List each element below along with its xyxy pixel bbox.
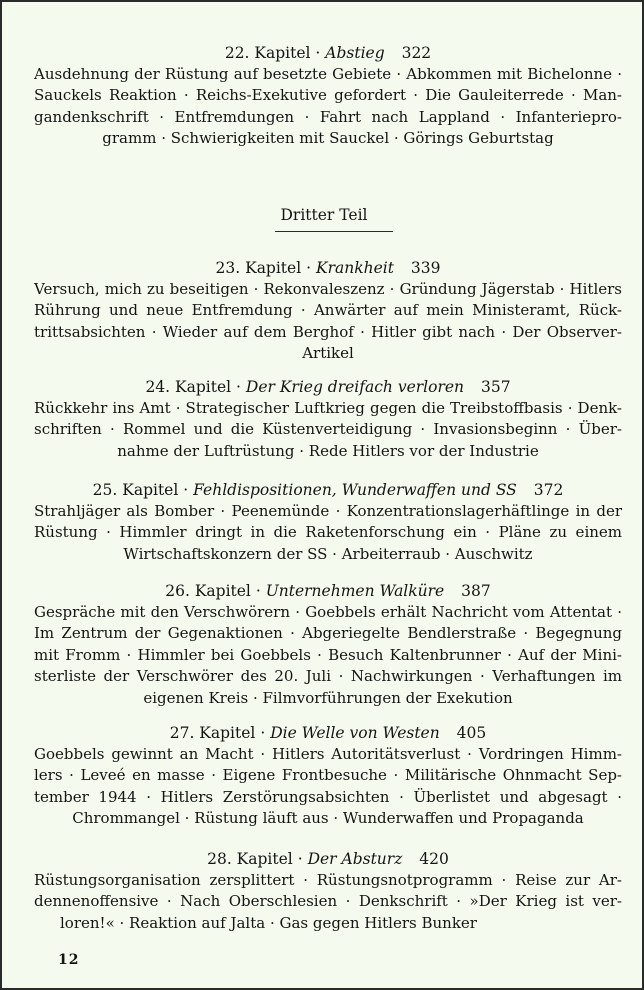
summary-line: Im Zentrum der Gegenaktionen · Abgeriegelte Bendlerstraße · Begegnung: [34, 624, 622, 643]
summary-line: Ausdehnung der Rüstung auf besetzte Gebiete · Abkommen mit Bichelonne ·: [34, 65, 622, 83]
chapter-number: 28. Kapitel: [207, 850, 293, 868]
summary-line: loren!« · Reaktion auf Jalta · Gas gegen Hitlers Bunker: [60, 913, 477, 932]
chapter-22: [34, 42, 622, 150]
chapter-page: 357: [480, 378, 511, 396]
summary-line: trittsabsichten · Wieder auf dem Berghof · Hitler gibt nach · Der Observer-: [34, 322, 622, 341]
chapter-heading: [34, 479, 622, 501]
separator: ·: [236, 378, 241, 396]
chapter-page: 420: [419, 850, 449, 868]
summary-line: Rüstung · Himmler dringt in die Raketenforschung ein · Pläne zu einem: [34, 523, 622, 542]
chapter-title: Die Welle von Westen: [270, 724, 440, 742]
chapter-heading: [34, 580, 622, 602]
chapter-page: 339: [410, 259, 441, 277]
chapter-23: [34, 257, 622, 365]
chapter-24: [34, 376, 622, 462]
summary-line: Sauckels Reaktion · Reichs-Exekutive gefordert · Die Gauleiterrede · Man-: [34, 86, 622, 105]
chapter-title: Fehldispositionen, Wunderwaffen und SS: [193, 481, 517, 499]
chapter-28: [34, 848, 622, 934]
chapter-title: Krankheit: [315, 259, 394, 277]
chapter-summary: [34, 279, 622, 365]
summary-line: sterliste der Verschwörer des 20. Juli · Nachwirkungen · Verhaftungen im: [34, 667, 622, 686]
separator: ·: [297, 850, 303, 868]
chapter-number: 25. Kapitel: [92, 481, 179, 499]
chapter-summary: [34, 744, 622, 830]
chapter-heading: [34, 42, 622, 64]
page-number: 12: [58, 952, 80, 968]
chapter-heading: [34, 722, 622, 744]
summary-line: dennenoffensive · Nach Oberschlesien · Denkschrift · »Der Krieg ist ver-: [34, 892, 622, 911]
separator: ·: [260, 724, 266, 742]
chapter-25: [34, 479, 622, 565]
summary-line: gramm · Schwierigkeiten mit Sauckel · Görings Geburtstag: [102, 129, 554, 148]
summary-line: Rüstungsorganisation zersplittert · Rüstungsnotprogramm · Reise zur Ar-: [34, 871, 622, 889]
chapter-27: [34, 722, 622, 830]
chapter-heading: [34, 376, 622, 398]
summary-line: eigenen Kreis · Filmvorführungen der Exekution: [143, 688, 513, 707]
chapter-number: 24. Kapitel: [145, 378, 232, 396]
summary-line: schriften · Rommel und die Küstenverteidigung · Invasionsbeginn · Über-: [34, 420, 622, 439]
chapter-summary: [34, 501, 622, 565]
summary-line: Goebbels gewinnt an Macht · Hitlers Autoritätsverlust · Vordringen Himm-: [34, 745, 622, 763]
chapter-page: 387: [461, 582, 491, 600]
chapter-title: Der Absturz: [307, 850, 403, 868]
summary-line: mit Fromm · Himmler bei Goebbels · Besuch Kaltenbrunner · Auf der Mini-: [34, 645, 622, 664]
chapter-page: 405: [456, 724, 487, 742]
chapter-summary: [34, 398, 622, 462]
summary-line: Chrommangel · Rüstung läuft aus · Wunderwaffen und Propaganda: [72, 809, 584, 828]
summary-line: tember 1944 · Hitlers Zerstörungsabsichten · Überlistet und abgesagt ·: [34, 787, 622, 806]
chapter-title: Der Krieg dreifach verloren: [245, 378, 465, 396]
chapter-number: 26. Kapitel: [165, 582, 251, 600]
summary-line: Versuch, mich zu beseitigen · Rekonvaleszenz · Gründung Jägerstab · Hitlers: [34, 280, 622, 298]
chapter-number: 22. Kapitel: [224, 44, 311, 62]
chapter-title: Unternehmen Walküre: [265, 582, 445, 600]
summary-line: Rührung und neue Entfremdung · Anwärter auf mein Ministeramt, Rück-: [34, 301, 622, 320]
chapter-page: 372: [533, 481, 564, 499]
chapter-26: [34, 580, 622, 709]
summary-line: nahme der Luftrüstung · Rede Hitlers vor der Industrie: [117, 441, 539, 460]
summary-line: Gespräche mit den Verschwörern · Goebbels erhält Nachricht vom Attentat ·: [34, 603, 622, 621]
chapter-summary: [34, 870, 622, 934]
chapter-number: 27. Kapitel: [169, 724, 256, 742]
chapter-page: 322: [401, 44, 432, 62]
chapter-summary: [34, 64, 622, 150]
separator: ·: [306, 259, 312, 277]
chapter-heading: [34, 848, 622, 870]
chapter-title: Abstieg: [325, 44, 385, 62]
summary-line: lers · Leveé en masse · Eigene Frontbesuche · Militärische Ohnmacht Sep-: [34, 766, 622, 785]
chapter-summary: [34, 602, 622, 709]
part-title: Dritter Teil: [280, 206, 368, 224]
separator: ·: [315, 44, 321, 62]
summary-line: Rückkehr ins Amt · Strategischer Luftkrieg gegen die Treibstoffbasis · Denk-: [34, 399, 622, 417]
summary-line: gandenkschrift · Entfremdungen · Fahrt nach Lappland · Infanteriepro-: [34, 107, 622, 126]
summary-line: Wirtschaftskonzern der SS · Arbeiterraub · Auschwitz: [123, 544, 533, 563]
summary-line: Strahljäger als Bomber · Peenemünde · Konzentrationslagerhäftlinge in der: [34, 502, 622, 520]
chapter-heading: [34, 257, 622, 279]
chapter-number: 23. Kapitel: [215, 259, 302, 277]
summary-line: Artikel: [302, 344, 354, 363]
part-title-rule: [275, 231, 393, 232]
separator: ·: [183, 481, 189, 499]
separator: ·: [255, 582, 261, 600]
